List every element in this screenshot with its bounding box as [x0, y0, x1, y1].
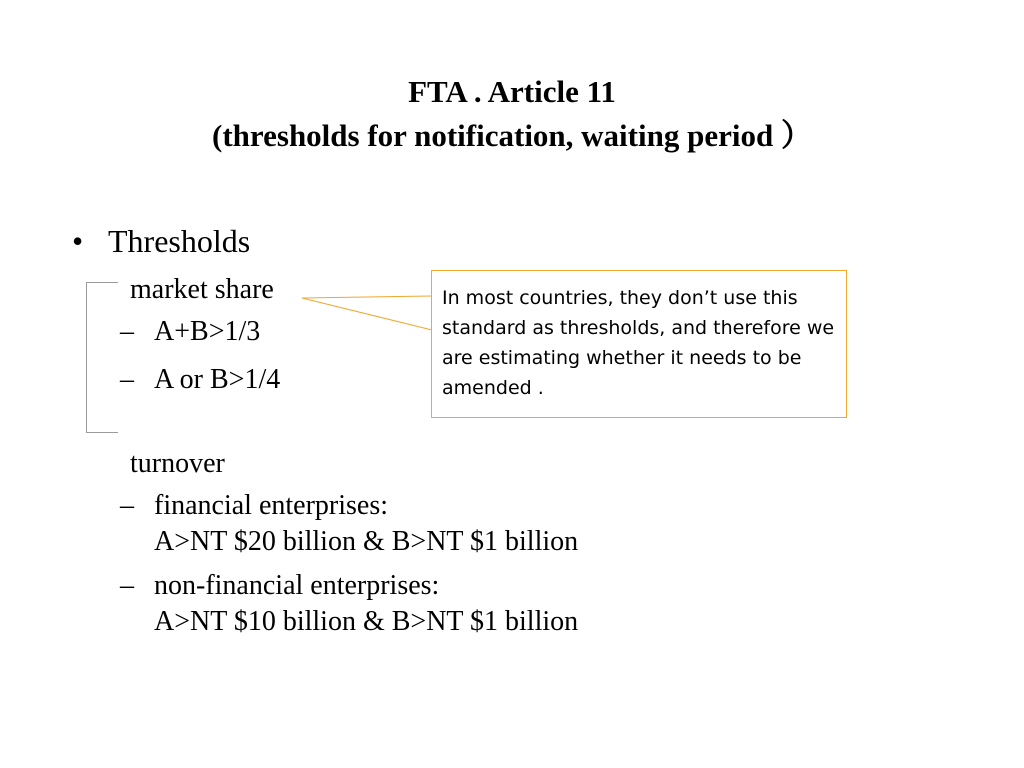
title-line-1: FTA . Article 11 [408, 74, 616, 109]
market-share-item-text: A+B>1/3 [154, 316, 261, 347]
market-share-label: market share [130, 274, 274, 305]
title-line-2: (thresholds for notification, waiting period ） [212, 118, 812, 153]
bullet-heading: Thresholds [108, 223, 251, 259]
dash-marker: – [120, 490, 134, 521]
turnover-label: turnover [130, 448, 225, 479]
callout-box [431, 270, 847, 418]
turnover-item-title: non-financial enterprises: [154, 570, 440, 601]
bullet-dot: • [72, 223, 84, 259]
callout-text: In most countries, they don’t use this standard as thresholds, and therefore we are estimating whether it needs to be amended . [442, 287, 835, 399]
dash-marker: – [120, 570, 134, 601]
market-share-item [120, 314, 260, 350]
turnover-item-detail: A>NT $10 billion & B>NT $1 billion [154, 606, 579, 637]
dash-marker: – [120, 316, 134, 347]
turnover-item-detail: A>NT $20 billion & B>NT $1 billion [154, 526, 579, 557]
market-share-item [120, 362, 280, 398]
bullet-thresholds [72, 222, 250, 260]
turnover-item [120, 488, 578, 560]
market-share-bracket [86, 282, 118, 433]
market-share-item-text: A or B>1/4 [154, 364, 281, 395]
turnover-item-title: financial enterprises: [154, 490, 389, 521]
turnover-item [120, 568, 578, 640]
slide-title [0, 70, 1024, 158]
dash-marker: – [120, 364, 134, 395]
